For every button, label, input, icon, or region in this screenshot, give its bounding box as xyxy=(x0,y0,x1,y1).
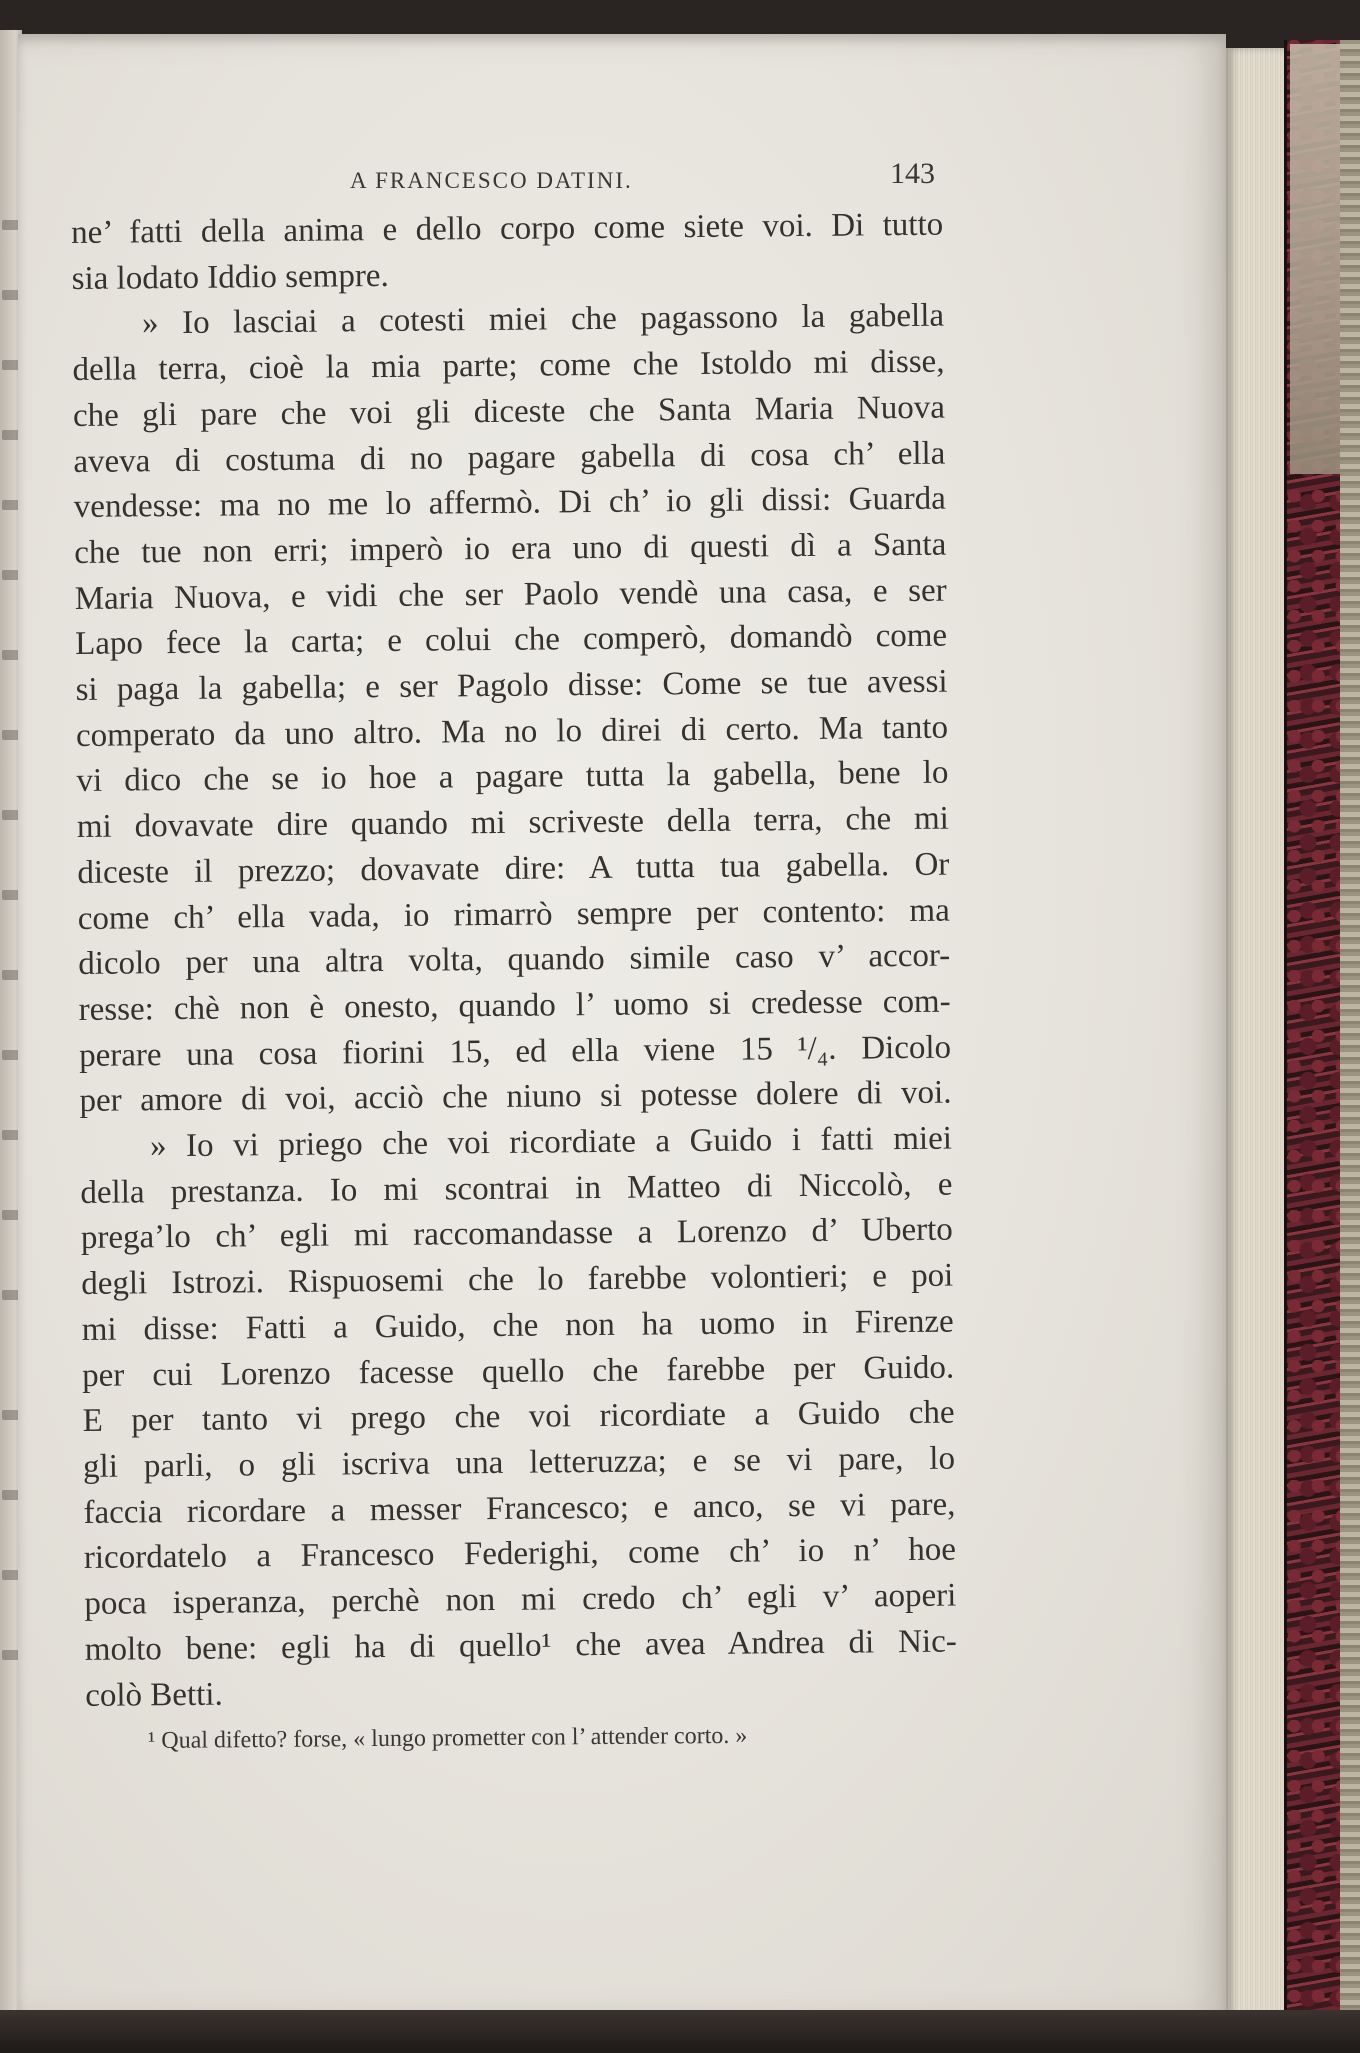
text-line: si paga la gabella; e ser Pagolo disse: Come se tue avessi xyxy=(75,663,948,709)
text-line: mi disse: Fatti a Guido, che non ha uomo in Firenze xyxy=(81,1303,954,1348)
text-line: Maria Nuova, e vidi che ser Paolo vendè una casa, e ser xyxy=(74,572,947,617)
text-line: aveva di costuma di no pagare gabella di cosa ch’ ella xyxy=(73,435,946,480)
text-line: che tue non erri; imperò io era uno di questi dì a Santa xyxy=(74,526,947,571)
text-line: mi dovavate dire quando mi scriveste della terra, che mi xyxy=(76,800,950,846)
text-line: poca isperanza, perchè non mi credo ch’ egli v’ aoperi xyxy=(84,1577,957,1623)
text-line: molto bene: egli ha di quello¹ che avea Andrea di Nic- xyxy=(84,1623,957,1668)
page-block-edges xyxy=(1226,48,1286,2033)
running-head: A FRANCESCO DATINI. xyxy=(350,168,633,193)
text-line: » Io lasciai a cotesti miei che pagassono la gabella xyxy=(141,298,945,342)
text-line: E per tanto vi prego che voi ricordiate a Guido che xyxy=(82,1394,955,1440)
text-line: dicolo per una altra volta, quando simile caso v’ accor- xyxy=(78,937,951,983)
text-line: colò Betti. xyxy=(85,1676,223,1714)
text-line: per amore di voi, acciò che niuno si potesse dolere di voi. xyxy=(79,1074,952,1120)
footnote: ¹ Qual difetto? forse, « lungo prometter con l’ attender corto. » xyxy=(148,1722,748,1754)
text-line: come ch’ ella vada, io rimarrò sempre per contento: ma xyxy=(77,892,950,937)
text-line: gli parli, o gli iscriva una letteruzza; e se vi pare, lo xyxy=(82,1440,956,1485)
text-line: ne’ fatti della anima e dello corpo come siete voi. Di tutto xyxy=(71,206,944,251)
cover-spine-edge xyxy=(1340,40,1360,2035)
text-line: della terra, cioè la mia parte; come che Istoldo mi disse, xyxy=(72,343,945,389)
text-line: ricordatelo a Francesco Federighi, come ch’ io n’ hoe xyxy=(83,1531,957,1577)
body-text xyxy=(71,203,957,1720)
text-line: vi dico che se io hoe a pagare tutta la gabella, bene lo xyxy=(76,755,949,800)
cover-corner-leather xyxy=(1290,44,1342,474)
text-line: che gli pare che voi gli diceste che Santa Maria Nuova xyxy=(72,389,946,434)
text-line: perare una cosa fiorini 15, ed ella viene 15 ¹/₄. Dicolo xyxy=(78,1029,952,1074)
text-line: prega’lo ch’ egli mi raccomandasse a Lorenzo d’ Uberto xyxy=(80,1212,953,1257)
text-line: Lapo fece la carta; e colui che comperò, domandò come xyxy=(74,617,948,663)
bottom-shadow xyxy=(0,2010,1360,2053)
text-line: della prestanza. Io mi scontrai in Matteo di Niccolò, e xyxy=(80,1166,953,1211)
text-line: vendesse: ma no me lo affermò. Di ch’ io gli dissi: Guarda xyxy=(73,480,946,526)
text-line: » Io vi priego che voi ricordiate a Guido i fatti miei xyxy=(149,1120,953,1165)
page-number: 143 xyxy=(890,157,935,190)
text-line: sia lodato Iddio sempre. xyxy=(71,257,389,297)
text-line: diceste il prezzo; dovavate dire: A tutta tua gabella. Or xyxy=(77,846,950,891)
text-line: resse: chè non è onesto, quando l’ uomo si credesse com- xyxy=(78,983,951,1028)
text-line: per cui Lorenzo facesse quello che farebbe per Guido. xyxy=(82,1349,955,1394)
text-line: faccia ricordare a messer Francesco; e anco, se vi pare, xyxy=(83,1486,956,1531)
text-line: degli Istrozi. Rispuosemi che lo farebbe volontieri; e poi xyxy=(81,1257,954,1303)
text-line: comperato da uno altro. Ma no lo direi di certo. Ma tanto xyxy=(75,709,949,754)
